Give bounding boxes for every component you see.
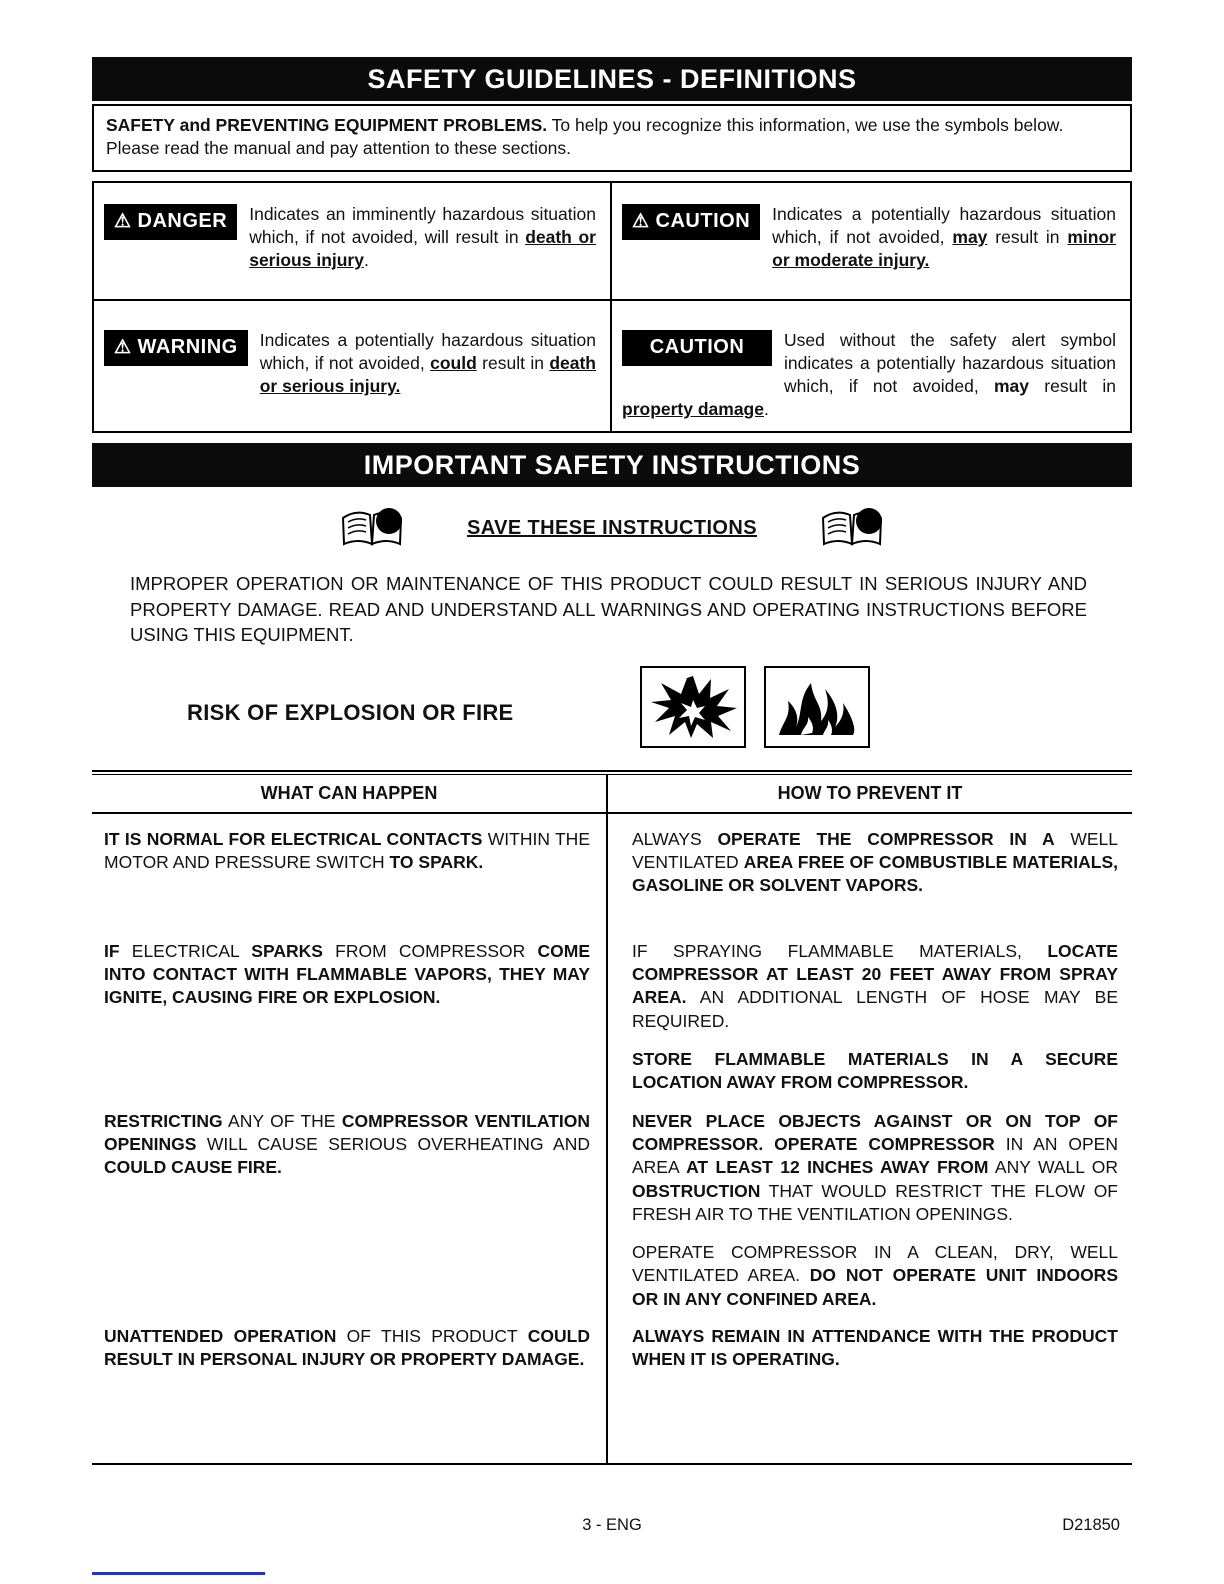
important-safety-instructions-banner: IMPORTANT SAFETY INSTRUCTIONS <box>92 443 1132 487</box>
danger-badge-label: DANGER <box>137 209 228 232</box>
risk-heading: RISK OF EXPLOSION OR FIRE <box>187 699 514 725</box>
prevention-cell-remain-in-attendance <box>608 1311 1132 1463</box>
prevention-text: IF SPRAYING FLAMMABLE MATERIALS, LOCATE COMPRESSOR AT LEAST 20 FEET AWAY FROM SPRAY AREA. AN ADDITIONAL LENGTH OF HOSE MAY BE REQUIRED. <box>632 940 1118 1031</box>
explosion-icon <box>640 666 746 748</box>
hazard-text: UNATTENDED OPERATION OF THIS PRODUCT COULD RESULT IN PERSONAL INJURY OR PROPERTY DAMAGE. <box>104 1325 590 1370</box>
definition-caution-plain <box>612 299 1130 431</box>
risk-section <box>92 662 1132 760</box>
hazard-prevention-table <box>92 770 1132 1465</box>
prevention-text: NEVER PLACE OBJECTS AGAINST OR ON TOP OF COMPRESSOR. OPERATE COMPRESSOR IN AN OPEN AREA AT LEAST 12 INCHES AWAY FROM ANY WALL OR OBSTRUCTION THAT WOULD RESTRICT THE FLOW OF FRESH AIR TO THE VENTILATION OPENINGS. <box>632 1110 1118 1224</box>
hazard-text: IF ELECTRICAL SPARKS FROM COMPRESSOR COME INTO CONTACT WITH FLAMMABLE VAPORS, THEY MAY IGNITE, CAUSING FIRE OR EXPLOSION. <box>104 940 590 1008</box>
document-number: D21850 <box>1062 1516 1120 1534</box>
danger-badge <box>104 204 237 240</box>
table-row <box>92 926 1132 1096</box>
open-book-icon <box>819 505 885 551</box>
safety-intro-box <box>92 104 1132 172</box>
safety-intro-text: SAFETY and PREVENTING EQUIPMENT PROBLEMS. To help you recognize this information, we use the symbols below. Please read the manual and pay attention to these sections. <box>106 115 1064 159</box>
caution-plain-badge <box>622 330 772 366</box>
save-instructions-title: SAVE THESE INSTRUCTIONS <box>467 516 757 539</box>
hazard-text: IT IS NORMAL FOR ELECTRICAL CONTACTS WITHIN THE MOTOR AND PRESSURE SWITCH TO SPARK. <box>104 828 590 872</box>
manual-page <box>92 57 1132 1465</box>
caution-plain-definition-text: Used without the safety alert symbol indicates a potentially hazardous situation which, if not avoided, may result in property damage. <box>622 329 1116 420</box>
prevention-text: ALWAYS REMAIN IN ATTENDANCE WITH THE PRODUCT WHEN IT IS OPERATING. <box>632 1325 1118 1370</box>
prevention-cell-clearance <box>608 1096 1132 1311</box>
danger-definition-text: Indicates an imminently hazardous situation which, if not avoided, will result in death or serious injury. <box>249 203 596 271</box>
definitions-grid <box>92 181 1132 433</box>
prevention-text: STORE FLAMMABLE MATERIALS IN A SECURE LOCATION AWAY FROM COMPRESSOR. <box>632 1048 1118 1093</box>
page-footer <box>0 1516 1224 1540</box>
hazard-cell-flammable-vapors <box>92 926 608 1096</box>
safety-alert-icon: ⚠ <box>632 210 650 232</box>
warning-badge <box>104 330 248 366</box>
hazard-cell-sparks-normal <box>92 814 608 926</box>
caution-alert-badge <box>622 204 760 240</box>
table-row <box>92 814 1132 926</box>
warning-badge-label: WARNING <box>137 335 238 358</box>
open-book-icon <box>339 505 405 551</box>
improper-operation-warning-text: IMPROPER OPERATION OR MAINTENANCE OF THIS PRODUCT COULD RESULT IN SERIOUS INJURY AND PROPERTY DAMAGE. READ AND UNDERSTAND ALL WARNINGS AND OPERATING INSTRUCTIONS BEFORE USING THIS EQUIPMENT. <box>130 573 1087 646</box>
definition-warning <box>94 299 612 431</box>
hazard-text: RESTRICTING ANY OF THE COMPRESSOR VENTILATION OPENINGS WILL CAUSE SERIOUS OVERHEATING AND COULD CAUSE FIRE. <box>104 1110 590 1178</box>
save-instructions-row <box>92 501 1132 555</box>
table-row <box>92 1311 1132 1463</box>
prevention-text: OPERATE COMPRESSOR IN A CLEAN, DRY, WELL VENTILATED AREA. DO NOT OPERATE UNIT INDOORS OR IN ANY CONFINED AREA. <box>632 1242 1118 1309</box>
warning-definition-text: Indicates a potentially hazardous situation which, if not avoided, could result in death or serious injury. <box>259 329 597 397</box>
prevention-cell-spray-distance <box>608 926 1132 1096</box>
hazard-cell-unattended-operation <box>92 1311 608 1463</box>
page-number: 3 - ENG <box>582 1516 642 1534</box>
hazard-cell-ventilation-openings <box>92 1096 608 1311</box>
caution-alert-definition-text: Indicates a potentially hazardous situation which, if not avoided, may result in minor or moderate injury. <box>772 203 1116 271</box>
table-header-row <box>92 775 1132 814</box>
caution-alert-badge-label: CAUTION <box>655 209 751 232</box>
prevention-cell-ventilated-area <box>608 814 1132 926</box>
definition-caution-alert <box>612 183 1130 299</box>
safety-guidelines-banner: SAFETY GUIDELINES - DEFINITIONS <box>92 57 1132 101</box>
column-header-how-to-prevent-it: HOW TO PREVENT IT <box>608 775 1132 814</box>
safety-alert-icon: ⚠ <box>114 336 132 358</box>
prevention-text: ALWAYS OPERATE THE COMPRESSOR IN A WELL VENTILATED AREA FREE OF COMBUSTIBLE MATERIALS, GASOLINE OR SOLVENT VAPORS. <box>632 828 1118 896</box>
caution-plain-badge-label: CAUTION <box>649 335 745 358</box>
fire-icon <box>764 666 870 748</box>
definition-danger <box>94 183 612 299</box>
column-header-what-can-happen: WHAT CAN HAPPEN <box>92 775 608 814</box>
table-row <box>92 1096 1132 1311</box>
safety-alert-icon: ⚠ <box>114 210 132 232</box>
scan-artifact-line <box>92 1572 265 1575</box>
